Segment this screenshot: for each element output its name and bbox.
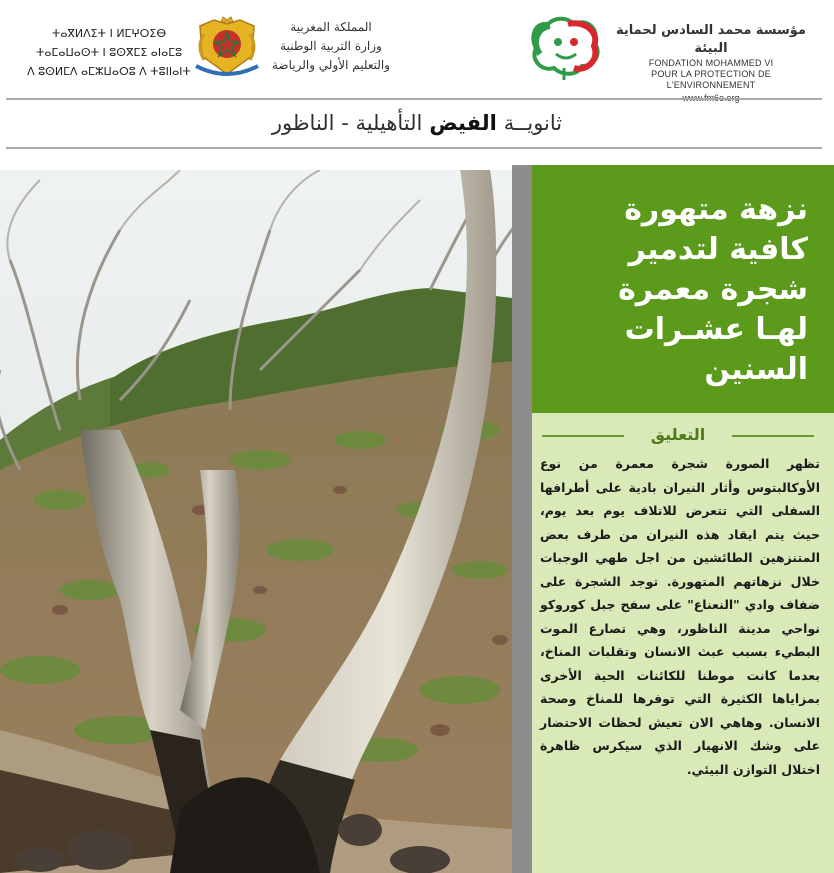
headline-line: نزهة متهورة <box>624 192 808 227</box>
school-suffix: التأهيلية - الناظور <box>271 111 423 135</box>
comment-heading-rule-left <box>542 435 624 437</box>
tifinagh-ministry-name <box>14 24 204 81</box>
eucalyptus-tree-photo <box>0 170 528 873</box>
school-prefix: ثانويــة <box>503 111 563 135</box>
headline-line: السنين <box>704 352 808 387</box>
photo-illustration-icon <box>0 170 528 873</box>
ministry-line: المملكة المغربية <box>290 20 372 34</box>
ministry-line: وزارة التربية الوطنية <box>280 39 382 53</box>
ministry-name <box>262 18 400 75</box>
article-headline <box>540 190 808 390</box>
moroccan-coat-of-arms-icon <box>192 16 262 80</box>
foundation-arabic-name: مؤسسة محمد السادس لحماية البيئة <box>616 23 806 56</box>
fm6e-foundation-logo-icon <box>528 16 604 82</box>
foundation-name <box>606 22 816 105</box>
foundation-french-name: FONDATION MOHAMMED VI <box>648 58 774 68</box>
comment-heading-rule-right <box>732 435 814 437</box>
comment-body-text: تظهر الصورة شجرة معمرة من نوع الأوكالبتوس وأثار النيران بادية على أطرافها السفلى التي تتعرض للاتلاف يوم بعد يوم، حيث يتم ايقاد هذه النيران من طرف بعض المتنزهين الطائشين من اجل طهي الوجبات خلال نزهاتهم المتهورة. توجد الشجرة على ضفاف وادي "النعناع" على سفح جبل كوروكو نواحي مدينة الناظور، وهي تصارع الموت البطيء بسبب عبث الانسان وتقلبات المناخ، بعدما كانت موطنا للكائنات الحية الأخرى بمزاياها الكثيرة التي توفرها للمناخ وصحة الانسان. وهاهي الان تعيش لحظات الاحتضار على وشك الانهيار الذي سيكرس ظاهرة اختلال التوازن البيئي. <box>540 456 820 777</box>
header <box>0 0 834 96</box>
tifinagh-line: ⴷ ⵓⵙⵍⵎⴷ ⴰⵎⵣⵡⴰⵔⵓ ⴷ ⵜⵓⵏⵏⴰⵏⵜ <box>27 65 191 78</box>
school-name-bold: الفيض <box>429 111 497 135</box>
headline-line: شجرة معمرة <box>618 272 808 307</box>
headline-line: كافية لتدمير <box>628 232 808 267</box>
tifinagh-line: ⵜⴰⴳⵍⴷⵉⵜ ⵏ ⵍⵎⵖⵔⵉⴱ <box>51 27 167 40</box>
headline-line: لهـا عشـرات <box>624 312 808 347</box>
ministry-line: والتعليم الأولي والرياضة <box>271 58 391 72</box>
comment-heading <box>532 424 834 446</box>
foundation-french-subtitle: POUR LA PROTECTION DE L'ENVIRONNEMENT <box>651 69 771 90</box>
school-name <box>0 100 834 146</box>
comment-heading-label: التعليق <box>650 425 706 444</box>
header-divider-bottom <box>6 147 822 149</box>
tifinagh-line: ⵜⴰⵎⴰⵡⴰⵙⵜ ⵏ ⵓⵙⴳⵎⵉ ⴰⵏⴰⵎⵓ <box>35 46 183 59</box>
gray-accent-stripe <box>512 165 532 873</box>
